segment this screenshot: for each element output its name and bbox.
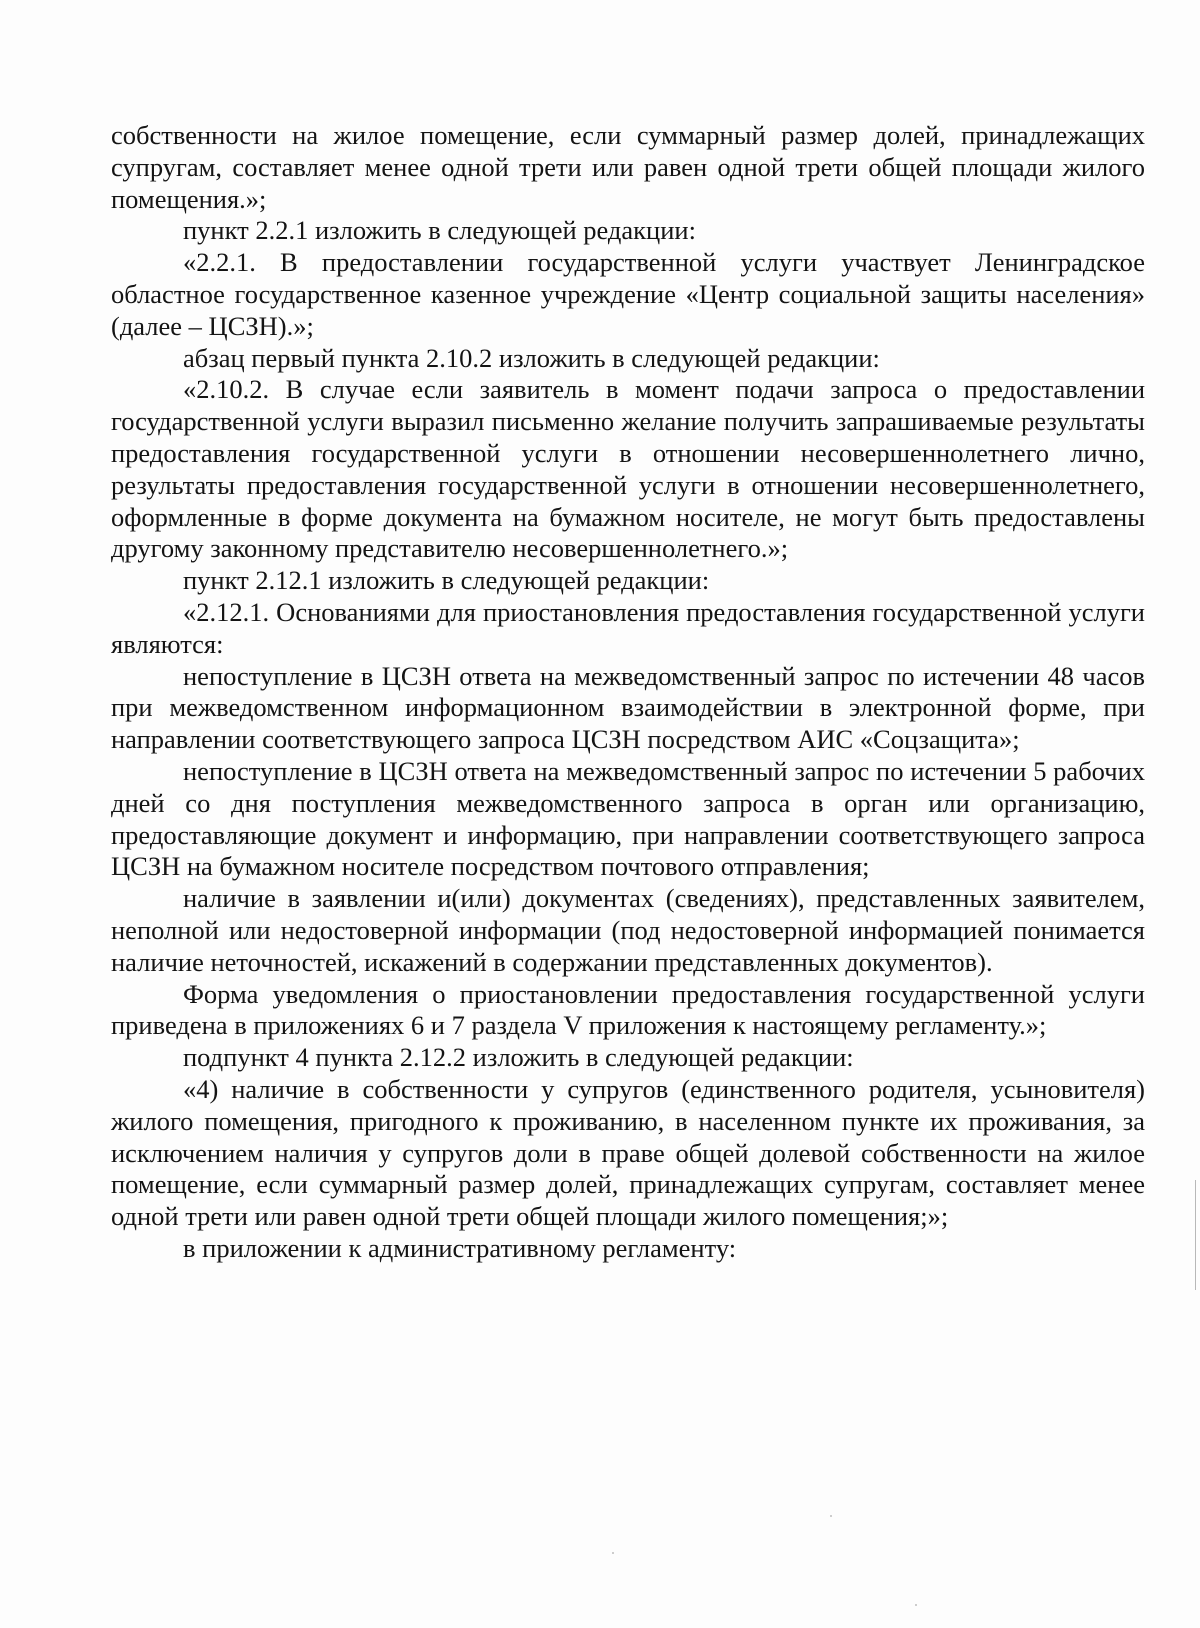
scan-edge-mark <box>1195 1180 1196 1290</box>
paragraph-appendix-intro: в приложении к административному регламенту: <box>183 1232 737 1263</box>
paragraph-notice-form: Форма уведомления о приостановлении предоставления государственной услуги приведена в приложениях 6 и 7 раздела V приложения к настоящему регламенту.»; <box>111 978 1145 1041</box>
paragraph-clause-2-12-1: «2.12.1. Основаниями для приостановления предоставления государственной услуги являются: <box>111 596 1145 659</box>
paragraph-continuation: собственности на жилое помещение, если суммарный размер долей, принадлежащих супругам, составляет менее одной трети или равен одной трети общей площади жилого помещения.»; <box>111 120 1145 214</box>
paragraph-instruction-2-12-1: пункт 2.12.1 изложить в следующей редакции: <box>183 565 710 596</box>
paragraph-clause-2-2-1: «2.2.1. В предоставлении государственной услуги участвует Ленинградское областное государственное казенное учреждение «Центр социальной защиты населения» (далее – ЦСЗН).»; <box>111 247 1145 341</box>
scan-speck <box>612 1552 614 1554</box>
scan-speck <box>915 1604 917 1606</box>
scan-speck <box>830 1515 832 1517</box>
paragraph-subclause-4: «4) наличие в собственности у супругов (единственного родителя, усыновителя) жилого помещения, пригодного к проживанию, в населенном пункте их проживания, за исключением наличия у супругов доли в праве общей долевой собственности на жилое помещение, если суммарный размер долей, принадлежащих супругам, составляет менее одной трети или равен одной трети общей площади жилого помещения;»; <box>111 1073 1145 1232</box>
document-body <box>111 120 1145 1265</box>
paragraph-instruction-2-12-2: подпункт 4 пункта 2.12.2 изложить в следующей редакции: <box>183 1042 854 1073</box>
paragraph-ground-5-days: непоступление в ЦСЗН ответа на межведомственный запрос по истечении 5 рабочих дней со дня поступления межведомственного запроса в орган или организацию, предоставляющие документ и информацию, при направлении соответствующего запроса ЦСЗН на бумажном носителе посредством почтового отправления; <box>111 755 1145 882</box>
paragraph-instruction-2-10-2: абзац первый пункта 2.10.2 изложить в следующей редакции: <box>183 342 880 373</box>
paragraph-ground-48-hours: непоступление в ЦСЗН ответа на межведомственный запрос по истечении 48 часов при межведомственном информационном взаимодействии в электронной форме, при направлении соответствующего запроса ЦСЗН посредством АИС «Соцзащита»; <box>111 660 1145 755</box>
paragraph-ground-incomplete-info: наличие в заявлении и(или) документах (сведениях), представленных заявителем, неполной или недостоверной информации (под недостоверной информацией понимается наличие неточностей, искажений в содержании представленных документов). <box>111 883 1145 977</box>
paragraph-clause-2-10-2: «2.10.2. В случае если заявитель в момент подачи запроса о предоставлении государственной услуги выразил письменно желание получить запрашиваемые результаты предоставления государственной услуги в отношении несовершеннолетнего лично, результаты предоставления государственной услуги в отношении несовершеннолетнего, оформленные в форме документа на бумажном носителе, не могут быть предоставлены другому законному представителю несовершеннолетнего.»; <box>111 374 1145 564</box>
paragraph-instruction-2-2-1: пункт 2.2.1 изложить в следующей редакции: <box>183 215 696 246</box>
